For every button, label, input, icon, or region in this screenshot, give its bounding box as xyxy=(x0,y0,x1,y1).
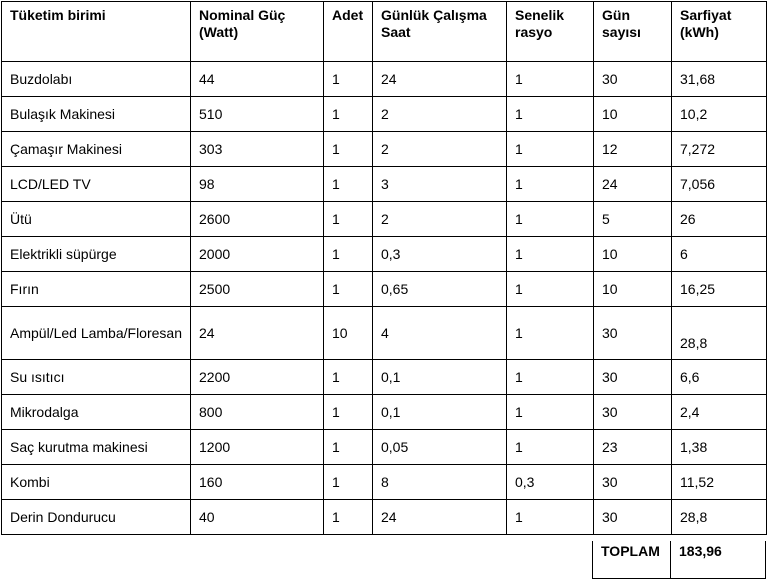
cell-nominal-power: 800 xyxy=(191,395,324,430)
cell-consumption-unit: Derin Dondurucu xyxy=(2,500,191,535)
total-table xyxy=(592,541,766,579)
header-annual-ratio: Senelik rasyo xyxy=(507,2,594,62)
cell-nominal-power: 1200 xyxy=(191,430,324,465)
header-day-count: Gün sayısı xyxy=(594,2,672,62)
cell-consumption-kwh: 6 xyxy=(672,237,767,272)
cell-consumption-unit: Çamaşır Makinesi xyxy=(2,132,191,167)
cell-annual-ratio: 1 xyxy=(507,307,594,360)
cell-consumption-kwh: 7,056 xyxy=(672,167,767,202)
cell-annual-ratio: 0,3 xyxy=(507,465,594,500)
cell-consumption-kwh: 11,52 xyxy=(672,465,767,500)
cell-consumption-kwh: 31,68 xyxy=(672,62,767,97)
table-row xyxy=(2,360,767,395)
cell-quantity: 1 xyxy=(324,500,373,535)
cell-quantity: 1 xyxy=(324,465,373,500)
cell-annual-ratio: 1 xyxy=(507,395,594,430)
cell-quantity: 1 xyxy=(324,167,373,202)
cell-annual-ratio: 1 xyxy=(507,237,594,272)
total-value: 183,96 xyxy=(671,541,766,579)
header-consumption-unit: Tüketim birimi xyxy=(2,2,191,62)
cell-daily-hours: 0,05 xyxy=(373,430,507,465)
table-row xyxy=(2,97,767,132)
cell-quantity: 1 xyxy=(324,395,373,430)
cell-quantity: 1 xyxy=(324,202,373,237)
cell-nominal-power: 24 xyxy=(191,307,324,360)
cell-consumption-kwh: 2,4 xyxy=(672,395,767,430)
cell-quantity: 1 xyxy=(324,62,373,97)
cell-daily-hours: 0,3 xyxy=(373,237,507,272)
cell-day-count: 10 xyxy=(594,237,672,272)
table-row xyxy=(2,62,767,97)
cell-annual-ratio: 1 xyxy=(507,97,594,132)
cell-day-count: 30 xyxy=(594,62,672,97)
cell-consumption-unit: Ütü xyxy=(2,202,191,237)
consumption-table xyxy=(1,1,767,535)
cell-consumption-unit: Ampül/Led Lamba/Floresan xyxy=(2,307,191,360)
header-row xyxy=(2,2,767,62)
cell-annual-ratio: 1 xyxy=(507,167,594,202)
header-quantity: Adet xyxy=(324,2,373,62)
cell-daily-hours: 0,1 xyxy=(373,395,507,430)
cell-annual-ratio: 1 xyxy=(507,500,594,535)
cell-quantity: 1 xyxy=(324,237,373,272)
cell-day-count: 30 xyxy=(594,500,672,535)
cell-nominal-power: 160 xyxy=(191,465,324,500)
cell-daily-hours: 8 xyxy=(373,465,507,500)
table-row xyxy=(2,307,767,360)
cell-nominal-power: 44 xyxy=(191,62,324,97)
table-row xyxy=(2,202,767,237)
cell-consumption-unit: Fırın xyxy=(2,272,191,307)
cell-annual-ratio: 1 xyxy=(507,132,594,167)
cell-consumption-unit: Mikrodalga xyxy=(2,395,191,430)
cell-daily-hours: 2 xyxy=(373,132,507,167)
cell-nominal-power: 2000 xyxy=(191,237,324,272)
cell-quantity: 1 xyxy=(324,97,373,132)
header-consumption-kwh: Sarfiyat (kWh) xyxy=(672,2,767,62)
cell-day-count: 30 xyxy=(594,465,672,500)
cell-day-count: 10 xyxy=(594,97,672,132)
cell-nominal-power: 303 xyxy=(191,132,324,167)
cell-daily-hours: 0,65 xyxy=(373,272,507,307)
cell-consumption-kwh: 7,272 xyxy=(672,132,767,167)
header-daily-hours: Günlük Çalışma Saat xyxy=(373,2,507,62)
cell-day-count: 5 xyxy=(594,202,672,237)
cell-quantity: 1 xyxy=(324,132,373,167)
cell-annual-ratio: 1 xyxy=(507,272,594,307)
table-row xyxy=(2,395,767,430)
cell-consumption-unit: Elektrikli süpürge xyxy=(2,237,191,272)
cell-day-count: 10 xyxy=(594,272,672,307)
cell-quantity: 1 xyxy=(324,272,373,307)
cell-quantity: 10 xyxy=(324,307,373,360)
cell-nominal-power: 2200 xyxy=(191,360,324,395)
cell-consumption-unit: Kombi xyxy=(2,465,191,500)
cell-daily-hours: 2 xyxy=(373,97,507,132)
table-row xyxy=(2,167,767,202)
cell-consumption-kwh: 6,6 xyxy=(672,360,767,395)
cell-day-count: 12 xyxy=(594,132,672,167)
cell-nominal-power: 40 xyxy=(191,500,324,535)
total-row xyxy=(593,541,766,579)
table-row xyxy=(2,430,767,465)
table-row xyxy=(2,500,767,535)
cell-annual-ratio: 1 xyxy=(507,62,594,97)
table-body xyxy=(2,62,767,535)
cell-quantity: 1 xyxy=(324,360,373,395)
cell-consumption-kwh: 10,2 xyxy=(672,97,767,132)
cell-day-count: 30 xyxy=(594,395,672,430)
cell-day-count: 30 xyxy=(594,360,672,395)
cell-consumption-unit: Buzdolabı xyxy=(2,62,191,97)
total-label: TOPLAM xyxy=(593,541,671,579)
cell-day-count: 30 xyxy=(594,307,672,360)
cell-nominal-power: 510 xyxy=(191,97,324,132)
cell-consumption-kwh: 16,25 xyxy=(672,272,767,307)
cell-nominal-power: 2600 xyxy=(191,202,324,237)
table-row xyxy=(2,465,767,500)
cell-daily-hours: 24 xyxy=(373,62,507,97)
cell-consumption-unit: LCD/LED TV xyxy=(2,167,191,202)
cell-daily-hours: 24 xyxy=(373,500,507,535)
cell-consumption-kwh: 1,38 xyxy=(672,430,767,465)
cell-consumption-kwh: 28,8 xyxy=(672,500,767,535)
cell-nominal-power: 2500 xyxy=(191,272,324,307)
cell-consumption-kwh: 28,8 xyxy=(672,307,767,360)
table-row xyxy=(2,237,767,272)
cell-quantity: 1 xyxy=(324,430,373,465)
cell-consumption-unit: Bulaşık Makinesi xyxy=(2,97,191,132)
cell-annual-ratio: 1 xyxy=(507,360,594,395)
cell-consumption-unit: Saç kurutma makinesi xyxy=(2,430,191,465)
cell-day-count: 24 xyxy=(594,167,672,202)
cell-daily-hours: 3 xyxy=(373,167,507,202)
cell-consumption-kwh: 26 xyxy=(672,202,767,237)
header-nominal-power: Nominal Güç (Watt) xyxy=(191,2,324,62)
cell-nominal-power: 98 xyxy=(191,167,324,202)
cell-annual-ratio: 1 xyxy=(507,202,594,237)
cell-day-count: 23 xyxy=(594,430,672,465)
cell-daily-hours: 4 xyxy=(373,307,507,360)
cell-daily-hours: 0,1 xyxy=(373,360,507,395)
table-row xyxy=(2,132,767,167)
cell-consumption-unit: Su ısıtıcı xyxy=(2,360,191,395)
table-row xyxy=(2,272,767,307)
cell-annual-ratio: 1 xyxy=(507,430,594,465)
cell-daily-hours: 2 xyxy=(373,202,507,237)
